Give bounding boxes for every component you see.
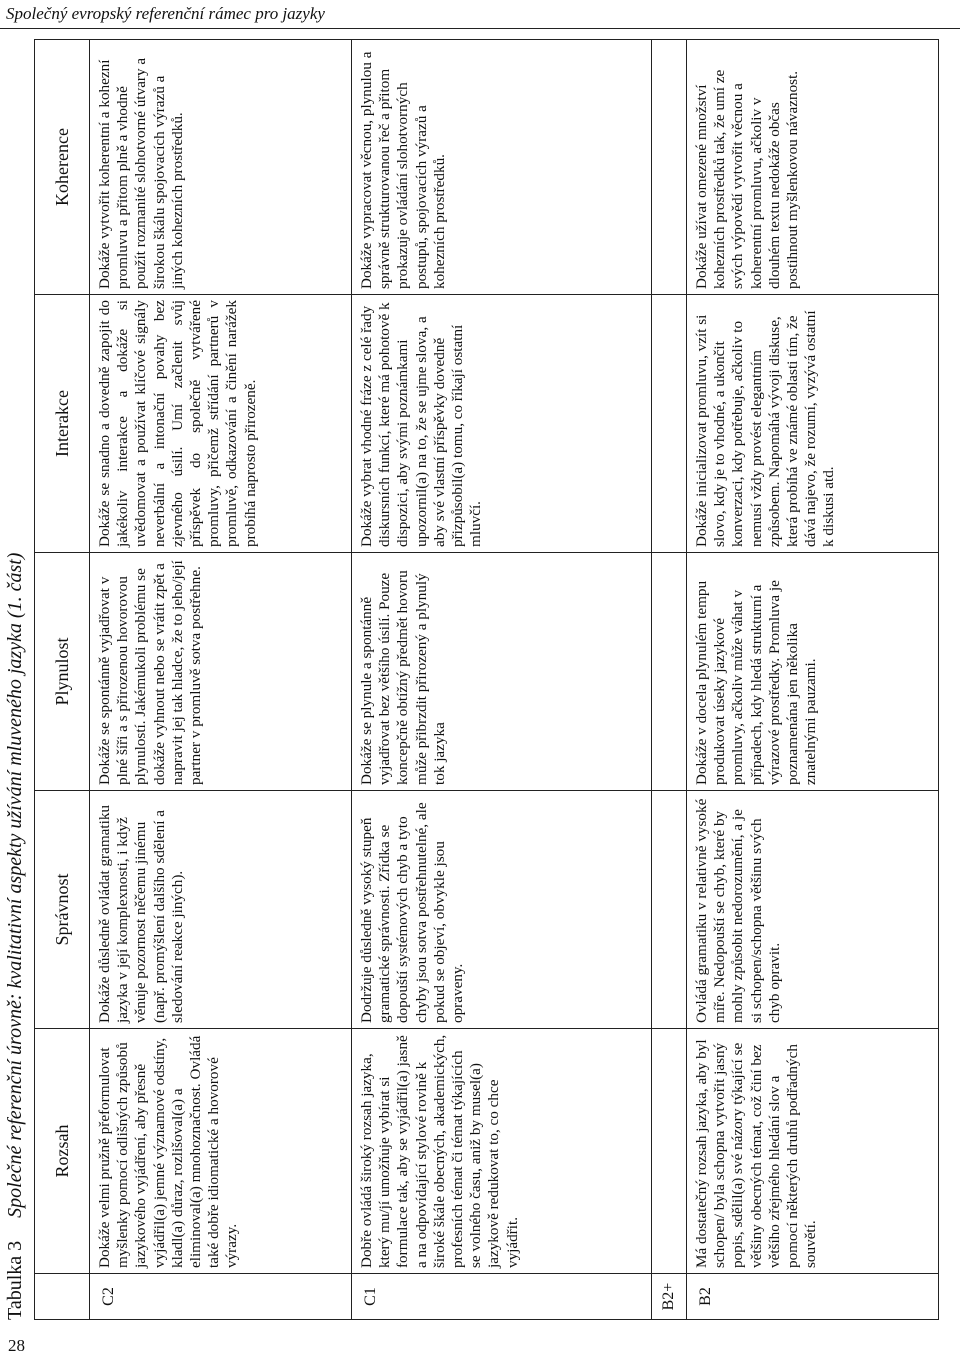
header-rule xyxy=(0,28,960,29)
column-header-spravnost: Správnost xyxy=(35,791,90,1029)
table-row xyxy=(652,40,687,1320)
table-row xyxy=(352,40,652,1320)
level-cell: B2 xyxy=(687,1274,939,1320)
table-cell: Dokáže se spontánně vyjadřovat v plné šíři a s přirozenou hovorovou plynulostí. Jakémukoli problému se dokáže vyhnout nebo se vrátit zpět a napravit jej tak hladce, že to jeho/její partner v promluvě sotva postřehne. xyxy=(90,553,352,791)
table-cell xyxy=(652,295,687,553)
table-cell: Dokáže užívat omezené množství kohezních prostředků tak, že umí ze svých výpovědí vytvořit věcnou a koherentní promluvu, ačkoliv v dlouhém textu nedokáže občas postihnout myšlenkovou návaznost. xyxy=(687,40,939,295)
column-header-koherence: Koherence xyxy=(35,40,90,295)
table-cell: Dokáže vytvořit koherentní a kohezní promluvu a přitom plně a vhodně použít rozmanité slohotvorné útvary a širokou škálu spojovacích výrazů a jiných kohezních prostředků. xyxy=(90,40,352,295)
table-row xyxy=(90,40,352,1320)
running-title: Společný evropský referenční rámec pro jazyky xyxy=(6,4,325,23)
level-cell: B2+ xyxy=(652,1274,687,1320)
column-header-rozsah: Rozsah xyxy=(35,1029,90,1274)
table-cell: Dokáže důsledně ovládat gramatiku jazyka v její komplexnosti, i když věnuje pozornost něčemu jinému (např. promýšlení dalšího sdělení a sledování reakce jiných). xyxy=(90,791,352,1029)
rotated-table-page xyxy=(0,40,940,1320)
table-title: Společné referenční úrovně: kvalitativní aspekty užívání mluveného jazyka (1. část) xyxy=(4,552,26,1218)
column-header-plynulost: Plynulost xyxy=(35,553,90,791)
table-row xyxy=(687,40,939,1320)
table-cell xyxy=(652,791,687,1029)
column-header-level xyxy=(35,1274,90,1320)
table-cell: Dokáže se snadno a dovedně zapojit do jakékoliv interakce a dokáže si uvědomovat a používat klíčové signály neverbální a intonační povahy bez zjevného úsilí. Umí začlenit svůj příspěvek do společně vytvářené promluvy, přičemž střídání partnerů v promluvě, odkazování a činění narážek probíhá naprosto přirozeně. xyxy=(90,295,352,553)
table-number: Tabulka 3 xyxy=(4,1240,26,1320)
table-cell: Ovládá gramatiku v relativně vysoké míře. Nedopouští se chyb, které by mohly způsobit nedorozumění, a je si schopen/schopna většinu svých chyb opravit. xyxy=(687,791,939,1029)
table-caption xyxy=(0,40,30,1320)
table-cell: Dokáže vypracovat věcnou, plynulou a správně strukturovanou řeč a přitom prokazuje ovládání slohotvorných postupů, spojovacích výrazů a kohezních prostředků. xyxy=(352,40,652,295)
qualitative-aspects-table xyxy=(34,39,939,1320)
table-header-row xyxy=(35,40,90,1320)
table-cell: Dobře ovládá široký rozsah jazyka, který mu/jí umožňuje vybírat si formulace tak, aby se vyjádřil(a) jasně a na odpovídající stylové rovině k široké škále obecných, akademických, profesních témat či témat týkajících se volného času, aniž by musel(a) jazykově redukovat to, co chce vyjádřit. xyxy=(352,1029,652,1274)
page-number: 28 xyxy=(8,1336,25,1355)
table-cell xyxy=(652,40,687,295)
column-header-interakce: Interakce xyxy=(35,295,90,553)
level-cell: C2 xyxy=(90,1274,352,1320)
table-cell: Dodržuje důsledně vysoký stupeň gramatické správnosti. Zřídka se dopouští systémových chyb a tyto chyby jsou sotva postřehnutelné, ale pokud se objeví, obvykle jsou opraveny. xyxy=(352,791,652,1029)
table-cell: Dokáže vybrat vhodné fráze z celé řady diskursních funkcí, které má pohotově k dispozici, aby svými poznámkami upozornil(a) na to, že se ujme slova, a aby své vlastní příspěvky dovedně přizpůsobil(a) tomu, co říkají ostatní mluvčí. xyxy=(352,295,652,553)
table-cell: Dokáže velmi pružně přeformulovat myšlenky pomocí odlišných způsobů jazykového vyjádření, aby přesně vyjádřil(a) jemné významové odstíny, kladl(a) důraz, rozlišoval(a) a eliminoval(a) mnohoznačnost. Ovládá také dobře idiomatické a hovorové výrazy. xyxy=(90,1029,352,1274)
level-cell: C1 xyxy=(352,1274,652,1320)
table-cell: Dokáže se plynule a spontánně vyjadřovat bez většího úsilí. Pouze koncepčně obtížný předmět hovoru může přibrzdit přirozený a plynulý tok jazyka xyxy=(352,553,652,791)
table-cell xyxy=(652,553,687,791)
table-cell xyxy=(652,1029,687,1274)
table-cell: Má dostatečný rozsah jazyka, aby byl schopen/ byla schopna vytvořit jasný popis, sdělil(a) své názory týkající se většiny obecných témat, což činí bez většího zřejmého hledání slov a pomocí některých druhů podřadných souvětí. xyxy=(687,1029,939,1274)
table-cell: Dokáže v docela plynulém tempu produkovat úseky jazykové promluvy, ačkoliv může váhat v případech, kdy hledá strukturní a výrazové prostředky. Promluva je poznamenána jen několika znatelnými pauzami. xyxy=(687,553,939,791)
table-cell: Dokáže inicializovat promluvu, vzít si slovo, kdy je to vhodné, a ukončit konverzaci, kdy potřebuje, ačkoliv to nemusí vždy provést elegantním způsobem. Napomáhá vývoji diskuse, která probíhá ve známé oblasti tím, že dává najevo, že rozumí, vyzývá ostatní k diskusi atd. xyxy=(687,295,939,553)
